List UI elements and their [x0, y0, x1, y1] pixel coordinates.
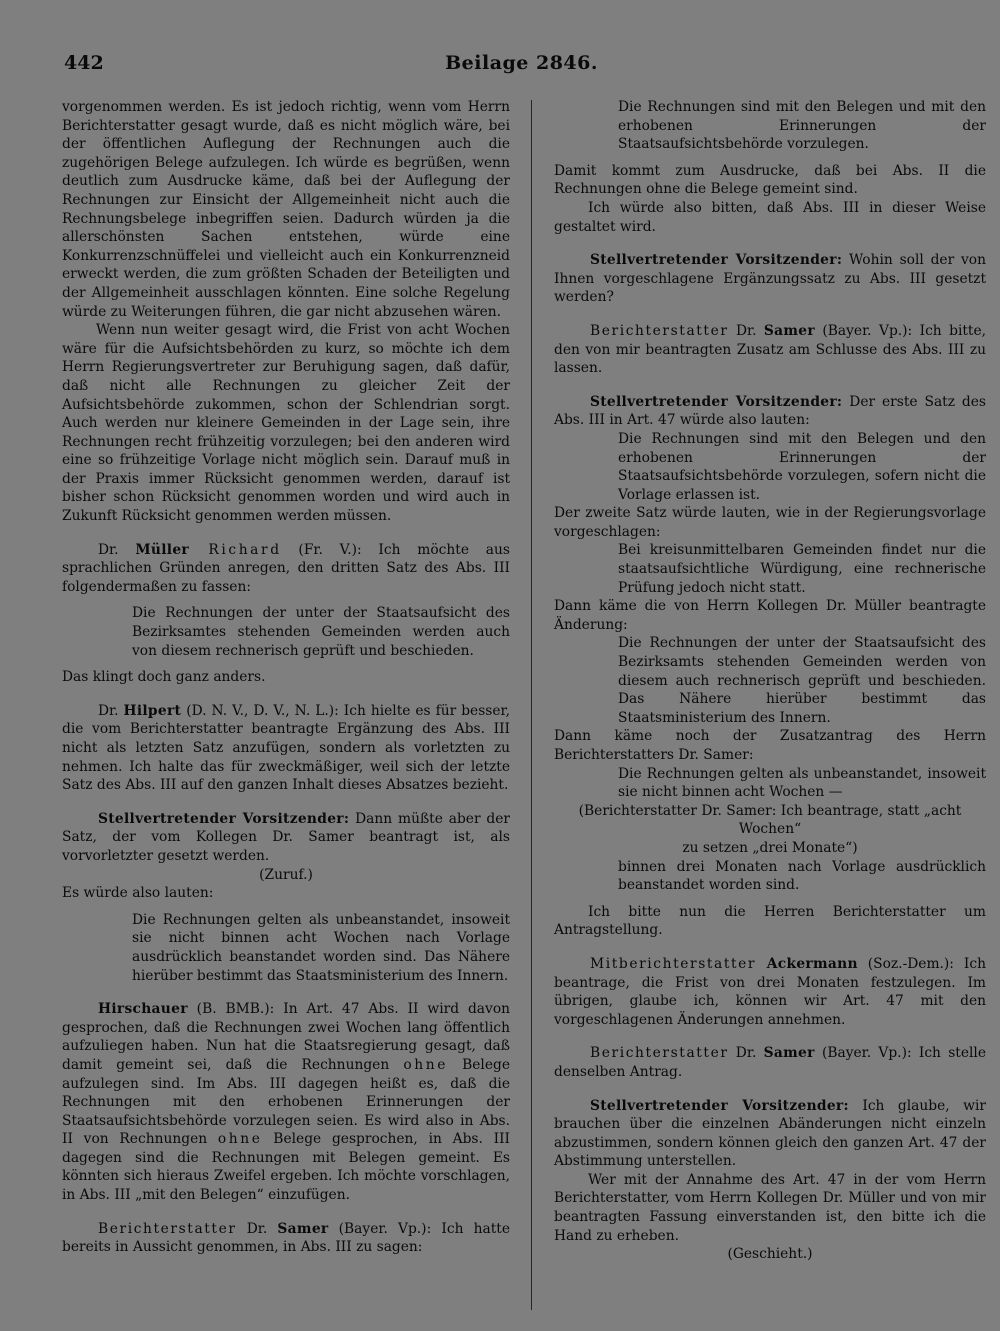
paragraph: Dann käme noch der Zusatzantrag des Herrn Berichterstatters Dr. Samer: — [554, 728, 986, 763]
paragraph: Dann käme die von Herrn Kollegen Dr. Müller beantragte Änderung: — [554, 598, 986, 633]
left-column — [62, 98, 510, 1257]
speaker-party: (B. BMB.): — [187, 1001, 275, 1018]
page-number: 442 — [64, 52, 104, 74]
quoted-text: Die Rechnungen der unter der Staatsaufsicht des Bezirksamtes stehenden Gemeinden werden auch von diesem rechnerisch geprüft und beschieden. — [132, 605, 510, 659]
speaker-name: Hirschauer — [98, 1001, 188, 1018]
speech-mueller — [62, 541, 510, 597]
speech-hilpert — [62, 702, 510, 795]
speaker-prefix: Dr. — [728, 1045, 764, 1062]
speech-text: Wohin soll der von Ihnen vorgeschlagene Ergänzungssatz zu Abs. III gesetzt werden? — [554, 252, 986, 306]
speech-text: Ich hielte es für besser, die vom Berichterstatter beantragte Ergänzung des Abs. III nicht als letzten Satz anzufügen, sondern als vorletzten zu nehmen. Ich halte das für zweckmäßiger, weil sich der letzte Satz des Abs. III auf den ganzen Inhalt dieses Absatzes bezieht. — [62, 702, 510, 794]
speech-vorsitzender — [554, 393, 986, 430]
speech-text: Ich beantrage, die Frist von drei Monaten festzulegen. Im übrigen, glaube ich, können wir Art. 47 mit den vorgeschlagenen Änderungen annehmen. — [554, 955, 986, 1028]
speech-vorsitzender — [554, 1097, 986, 1171]
emphasis: ohne — [403, 1056, 448, 1073]
speech-text: Ich glaube, wir brauchen über die einzelnen Abänderungen nicht einzeln abzustimmen, sondern können gleich den ganzen Art. 47 der Abstimmung unterstellen. — [554, 1097, 986, 1170]
speech-samer — [62, 1220, 510, 1257]
speaker-name: Hilpert — [123, 702, 182, 719]
speech-text: Belege aufzulegen sind. Im Abs. III dagegen heißt es, daß die Rechnungen mit den erhobenen Erinnerungen der Staatsaufsichtsbehörde vorzulegen seien. Es wird also in Abs. II von Rechnungen — [62, 1056, 510, 1148]
speech-samer — [554, 1044, 986, 1081]
speaker-name: Samer — [763, 1045, 815, 1062]
speaker-name: Samer — [763, 322, 815, 339]
speaker-role: Berichterstatter — [590, 1045, 729, 1062]
paragraph: Wer mit der Annahme des Art. 47 in der vom Herrn Berichterstatter, vom Herrn Kollegen Dr. Müller und von mir beantragten Fassung einverstanden ist, den bitte ich die Hand zu erheben. — [554, 1171, 986, 1244]
speech-text: Dann müßte aber der Satz, der vom Kollegen Dr. Samer beantragt ist, als vorvorletzter gesetzt werden. — [62, 810, 510, 864]
speech-text: In Art. 47 Abs. II wird davon gesprochen, daß die Rechnungen zwei Wochen lang öffentlich aufzuliegen haben. Nun hat die Staatsregierung gesagt, daß damit gemeint sei, daß die Rechnungen — [62, 1001, 511, 1073]
paragraph: Wenn nun weiter gesagt wird, die Frist von acht Wochen wäre für die Aufsichtsbehörden zu kurz, so möchte ich dem Herrn Regierungsvertreter zur Beruhigung sagen, daß dafür, daß nicht alle Rechnungen zu gleicher Zeit der Aufsichtsbehörde zukommen, schon der Schlendrian sorgt. Auch werden nur kleinere Gemeinden in der Lage sein, ihre Rechnungen recht frühzeitig vorzulegen; bei den anderen wird eine so frühzeitige Vorlage nicht möglich sein. Darauf muß in der Praxis immer Rücksicht genommen werden, darauf ist bisher schon Rücksicht genommen worden und wird auch in Zukunft Rücksicht genommen werden müssen. — [62, 322, 510, 525]
interjection: (Geschieht.) — [727, 1246, 813, 1263]
speaker-role: Mitberichterstatter — [590, 955, 757, 972]
right-column — [554, 98, 986, 1264]
speaker-prefix: Dr. — [236, 1220, 278, 1237]
running-head: Beilage 2846. — [445, 52, 598, 74]
speaker-name: Samer — [277, 1220, 329, 1237]
speaker-prefix: Dr. — [728, 322, 764, 339]
quoted-text: Die Rechnungen gelten als unbeanstandet, insoweit sie nicht binnen acht Wochen nach Vorlage ausdrücklich beanstandet worden sind. Das Nähere hierüber bestimmt das Staatsministerium des Innern. — [132, 911, 510, 984]
paragraph: Ich bitte nun die Herren Berichterstatter um Antragstellung. — [554, 903, 986, 939]
speech-text: Ich stelle denselben Antrag. — [554, 1045, 986, 1080]
speech-vorsitzender — [62, 810, 510, 866]
speaker-role: Berichterstatter — [98, 1220, 237, 1237]
paragraph: Der zweite Satz würde lauten, wie in der Regierungsvorlage vorgeschlagen: — [554, 505, 986, 540]
speech-samer — [554, 322, 986, 378]
column-divider — [531, 100, 532, 1310]
speaker-prefix: Dr. — [98, 541, 136, 558]
emphasis: ohne — [217, 1131, 263, 1148]
speaker-party: (Soz.-Dem.): — [857, 955, 954, 972]
speaker-role: Berichterstatter — [590, 322, 729, 339]
quoted-text: Die Rechnungen der unter der Staatsaufsicht des Bezirksamts stehenden Gemeinden werden von diesem auch rechnerisch geprüft und beschieden. Das Nähere hierüber bestimmt das Staatsministerium des Innern. — [618, 635, 986, 726]
speech-vorsitzender — [554, 251, 986, 307]
speech-text: Ich hatte bereits in Aussicht genommen, in Abs. III zu sagen: — [62, 1220, 510, 1256]
speech-text: Ich möchte aus sprachlichen Gründen anregen, den dritten Satz des Abs. III folgendermaßen zu fassen: — [62, 541, 510, 595]
quoted-text: Die Rechnungen gelten als unbeanstandet, insoweit sie nicht binnen acht Wochen — — [618, 765, 986, 801]
speech-text: Belege gesprochen, in Abs. III dagegen sind die Rechnungen mit Belegen gemeint. Es könnten sich hieraus Zweifel ergeben. Ich möchte vorschlagen, in Abs. III „mit den Belegen“ einzufügen. — [62, 1131, 511, 1204]
speech-text: Ich bitte, den von mir beantragten Zusatz am Schlusse des Abs. III zu lassen. — [554, 322, 986, 377]
paragraph: Es würde also lauten: — [62, 885, 214, 902]
interjection: (Berichterstatter Dr. Samer: Ich beantrage, statt „acht Wochen“ — [578, 802, 962, 838]
page-header — [62, 52, 598, 82]
paragraph: Ich würde also bitten, daß Abs. III in dieser Weise gestaltet wird. — [554, 199, 986, 235]
paragraph: Das klingt doch ganz anders. — [62, 669, 266, 686]
speaker-party: (Bayer. Vp.): — [814, 1045, 912, 1062]
quoted-text: Bei kreisunmittelbaren Gemeinden findet nur die staatsaufsichtliche Würdigung, eine rechnerische Prüfung jedoch nicht statt. — [618, 542, 986, 596]
paragraph: vorgenommen werden. Es ist jedoch richtig, wenn vom Herrn Berichterstatter gesagt wurde, daß es nicht möglich wäre, bei der öffentlichen Auflegung der Rechnungen auch die zugehörigen Belege aufzulegen. Ich würde es begrüßen, wenn deutlich zum Ausdrucke käme, daß bei der Auflegung der Rechnungen zur Einsicht der Allgemeinheit nicht auch die Rechnungsbelege inbegriffen seien. Dadurch würden ja die allerschönsten Sachen entstehen, würde eine Konkurrenzschnüffelei und vielleicht auch ein Konkurrenzneid erweckt werden, die zum größten Schaden der Beteiligten und der Allgemeinheit ausschlagen könnten. Eine solche Regelung würde zu Weiterungen führen, die gar nicht abzusehen wären. — [62, 99, 510, 320]
speaker-name: Stellvertretender Vorsitzender: — [98, 810, 350, 827]
speaker-party: (Bayer. Vp.): — [814, 322, 913, 339]
speaker-name: Stellvertretender Vorsitzender: — [590, 1097, 849, 1114]
speaker-firstname: Richard — [188, 541, 282, 558]
interjection: zu setzen „drei Monate“) — [682, 839, 858, 856]
quoted-text: binnen drei Monaten nach Vorlage ausdrücklich beanstandet worden sind. — [618, 858, 986, 894]
speaker-name: Ackermann — [756, 955, 858, 972]
speaker-prefix: Dr. — [98, 702, 124, 719]
speaker-name: Stellvertretender Vorsitzender: — [590, 252, 843, 269]
speaker-party: (D. N. V., D. V., N. L.): — [181, 702, 339, 719]
quoted-text: Die Rechnungen sind mit den Belegen und mit den erhobenen Erinnerungen der Staatsaufsichtsbehörde vorzulegen. — [618, 99, 986, 153]
speech-hirschauer — [62, 1000, 510, 1205]
speech-text: Der erste Satz des Abs. III in Art. 47 würde also lauten: — [554, 393, 986, 429]
speaker-party: (Bayer. Vp.): — [328, 1220, 432, 1237]
interjection: (Zuruf.) — [259, 866, 313, 883]
speaker-party: (Fr. V.): — [281, 541, 362, 558]
quoted-text: Die Rechnungen sind mit den Belegen und den erhobenen Erinnerungen der Staatsaufsichtsbehörde vorzulegen, sofern nicht die Vorlage erlassen ist. — [618, 430, 986, 503]
speech-ackermann — [554, 955, 986, 1029]
paragraph: Damit kommt zum Ausdrucke, daß bei Abs. II die Rechnungen ohne die Belege gemeint sind. — [554, 162, 986, 198]
speaker-name: Stellvertretender Vorsitzender: — [590, 393, 843, 410]
speaker-name: Müller — [135, 541, 189, 558]
